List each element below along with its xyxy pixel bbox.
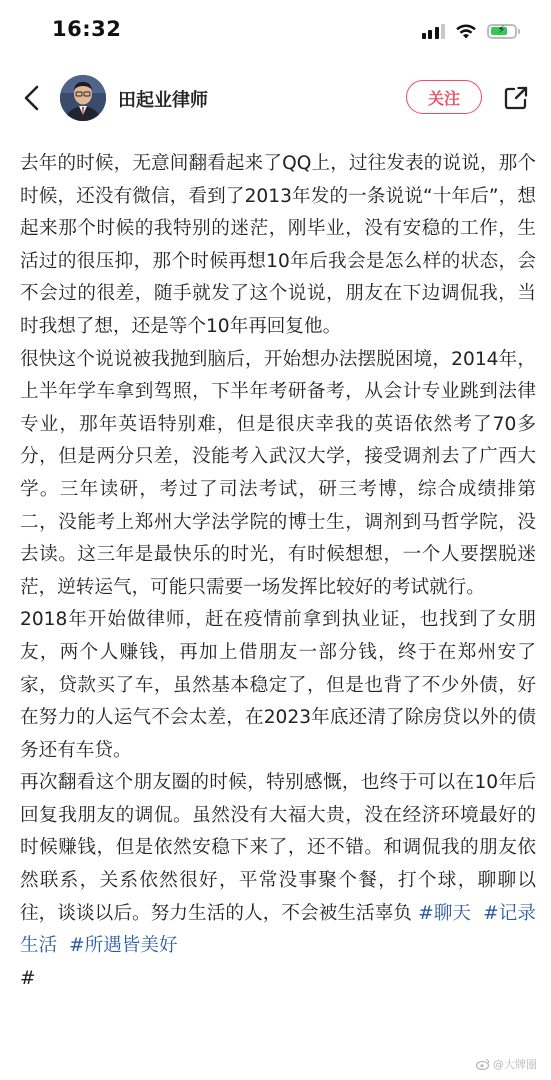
watermark-text: @大牌圈 — [493, 1058, 537, 1071]
watermark — [476, 1056, 537, 1072]
paragraph-2: 很快这个说说被我抛到脑后，开始想办法摆脱困境，2014年，上半年学车拿到驾照，下半年考研备考，从会计专业跳到法律专业，那年英语特别难，但是很庆幸我的英语依然考了70多分，但是两分只差，没能考入武汉大学，接受调剂去了广西大学。三年读研，考过了司法考试，研三考博，综合成绩排第二，没能考上郑州大学法学院的博士生，调剂到马哲学院，没去读。这三年是最快乐的时光，有时候想想，一个人要摆脱迷茫，逆转运气，可能只需要一场发挥比较好的考试就行。 — [20, 348, 536, 598]
follow-button[interactable]: 关注 — [406, 80, 482, 114]
share-button[interactable] — [500, 82, 532, 114]
status-bar — [0, 0, 551, 62]
status-icons — [422, 20, 518, 42]
paragraph-1: 去年的时候，无意间翻看起来了QQ上，过往发表的说说，那个时候，还没有微信，看到了2013年发的一条说说“十年后”，想起来那个时候的我特别的迷茫，刚毕业，没有安稳的工作，生活过的很压抑，那个时候再想10年后我会是怎么样的状态，会不会过的很差，随手就发了这个说说，朋友在下边调侃我，当时我想了想，还是等个10年再回复他。 — [20, 153, 536, 337]
hashtag-beautiful-encounters[interactable]: #所遇皆美好 — [69, 935, 178, 957]
share-external-icon — [502, 84, 530, 112]
battery-charging-icon: ⚡ — [487, 24, 517, 39]
cellular-signal-icon — [422, 23, 446, 39]
status-time: 16:32 — [52, 17, 122, 41]
paragraph-4 — [20, 767, 536, 963]
paragraph-4-text: 再次翻看这个朋友圈的时候，特别感慨，也终于可以在10年后回复我朋友的调侃。虽然没有大福大贵，没在经济环境最好的时候赚钱，但是依然安稳下来了，还不错。和调侃我的朋友依然联系，关系依然很好，平常没事聚个餐，打个球，聊聊以往，谈谈以后。努力生活的人，不会被生活辜负 — [20, 772, 536, 924]
hashtag-chat[interactable]: #聊天 — [418, 902, 472, 924]
paragraph-3: 2018年开始做律师，赶在疫情前拿到执业证，也找到了女朋友，两个人赚钱，再加上借朋友一部分钱，终于在郑州安了家，贷款买了车，虽然基本稳定了，但是也背了不少外债，好在努力的人运气不会太差，在2023年底还清了除房贷以外的债务还有车贷。 — [20, 609, 536, 761]
back-button[interactable] — [16, 82, 48, 114]
weibo-logo-icon — [476, 1058, 490, 1070]
author-avatar[interactable] — [60, 75, 106, 121]
author-name[interactable]: 田起业律师 — [118, 90, 208, 111]
trailing-hash: # — [20, 967, 36, 989]
post-content — [20, 148, 536, 995]
wifi-icon — [455, 23, 477, 39]
post-header — [0, 66, 551, 130]
chevron-left-icon — [22, 84, 42, 112]
hashtag-record-life[interactable]: #记录生活 — [20, 902, 536, 957]
